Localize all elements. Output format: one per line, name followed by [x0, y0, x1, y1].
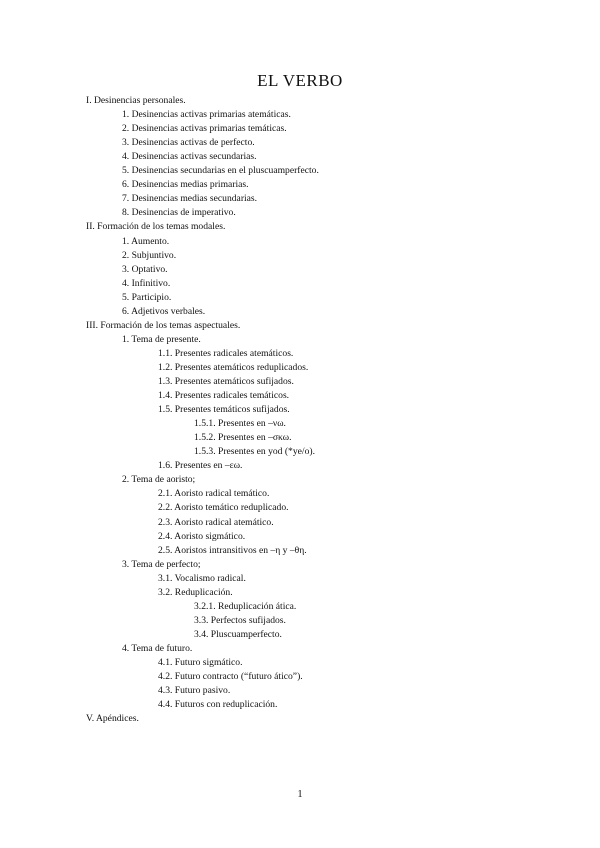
toc-entry: 4. Infinitivo. [122, 277, 171, 289]
toc-entry: 7. Desinencias medias secundarias. [122, 193, 258, 205]
toc-entry: 1.6. Presentes en –εω. [158, 460, 243, 472]
toc-entry: 6. Desinencias medias primarias. [122, 179, 249, 191]
toc-entry: 1.5.3. Presentes en yod (*ye/o). [194, 446, 315, 458]
toc-entry: III. Formación de los temas aspectuales. [86, 319, 241, 331]
toc-entry: 2.4. Aoristo sigmático. [158, 530, 246, 542]
toc-entry: 1.5.1. Presentes en –νω. [194, 418, 286, 430]
toc-entry: 3.1. Vocalismo radical. [158, 572, 246, 584]
toc-entry: 1.2. Presentes atemáticos reduplicados. [158, 361, 309, 373]
toc-entry: 3. Optativo. [122, 263, 168, 275]
toc-entry: 3.2. Reduplicación. [158, 586, 233, 598]
toc-entry: 1.3. Presentes atemáticos sufijados. [158, 376, 294, 387]
toc-entry: 1.5. Presentes temáticos sufijados. [158, 404, 290, 416]
toc-entry: 2. Subjuntivo. [122, 249, 177, 261]
toc-entry: 4.3. Futuro pasivo. [158, 685, 231, 697]
toc-entry: 2.3. Aoristo radical atemático. [158, 516, 274, 528]
toc-entry: 2. Tema de aoristo; [122, 474, 196, 486]
toc-entry: II. Formación de los temas modales. [86, 221, 226, 233]
toc-entry: 3. Desinencias activas de perfecto. [122, 137, 255, 149]
toc-entry: 1.5.2. Presentes en –σκω. [194, 432, 292, 444]
toc-entry: 3.4. Pluscuamperfecto. [194, 628, 282, 640]
toc-entry: 2. Desinencias activas primarias temáticas. [122, 123, 287, 135]
toc-entry: 1.4. Presentes radicales temáticos. [158, 390, 290, 402]
toc-entry: 1.1. Presentes radicales atemáticos. [158, 347, 294, 359]
toc-entry: 5. Participio. [122, 291, 172, 303]
toc-entry: 2.1. Aoristo radical temático. [158, 488, 270, 500]
toc-entry: 3.2.1. Reduplicación ática. [194, 600, 297, 612]
toc-entry: 4.2. Futuro contracto (“futuro ático”). [158, 671, 303, 683]
toc-entry: 8. Desinencias de imperativo. [122, 207, 236, 219]
toc-entry: 3. Tema de perfecto; [122, 558, 201, 570]
toc-entry: 4.4. Futuros con reduplicación. [158, 699, 278, 711]
toc-entry: 1. Tema de presente. [122, 333, 201, 345]
toc-entry: 4. Desinencias activas secundarias. [122, 151, 257, 163]
toc-entry: 2.2. Aoristo temático reduplicado. [158, 502, 289, 514]
toc-entry: 5. Desinencias secundarias en el pluscuamperfecto. [122, 165, 319, 177]
toc-entry: 2.5. Aoristos intransitivos en –η y –θη. [158, 544, 307, 556]
toc-entry: 6. Adjetivos verbales. [122, 305, 206, 317]
toc-entry: 4.1. Futuro sigmático. [158, 657, 243, 668]
page-title: EL VERBO [257, 71, 343, 90]
toc-entry: 1. Desinencias activas primarias atemáticas. [122, 109, 291, 121]
toc-entry: I. Desinencias personales. [86, 95, 186, 106]
toc-entry: 3.3. Perfectos sufijados. [194, 614, 286, 626]
page-number: 1 [297, 789, 303, 800]
toc-entry: V. Apéndices. [86, 713, 139, 725]
toc-entry: 4. Tema de futuro. [122, 642, 193, 654]
toc-entry: 1. Aumento. [122, 235, 170, 247]
